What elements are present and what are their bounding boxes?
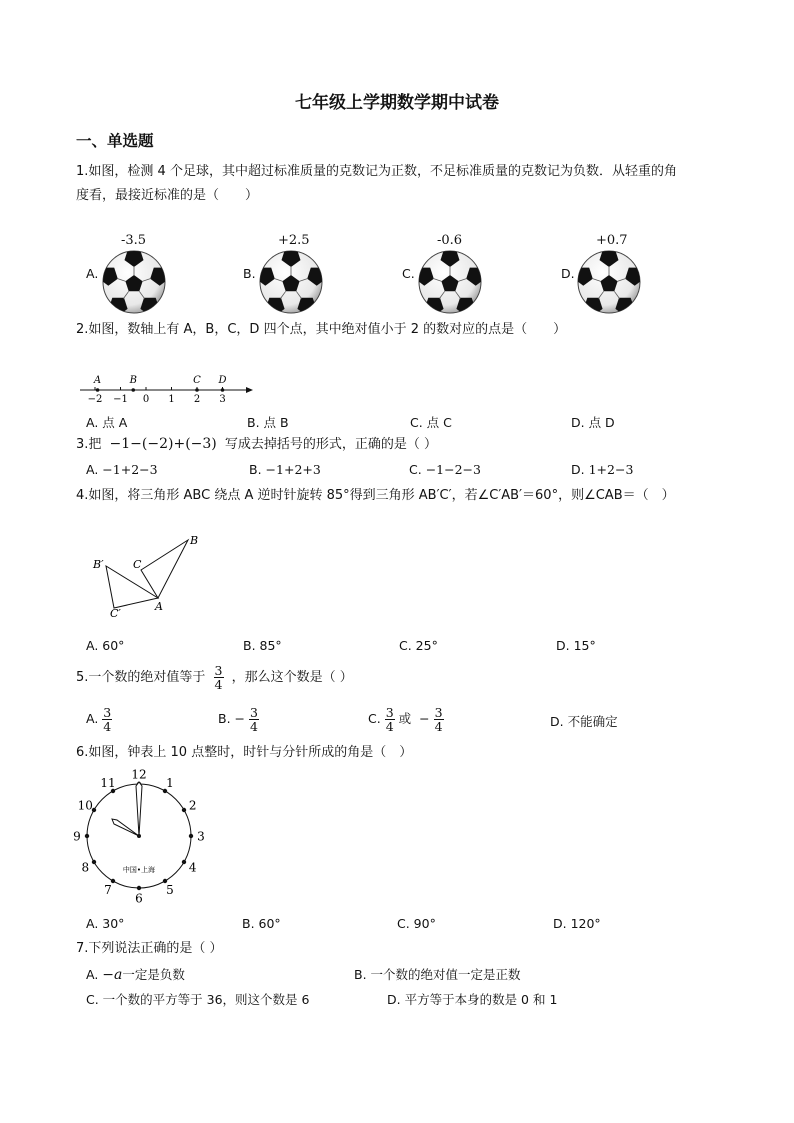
q3-option-b[interactable] bbox=[249, 462, 321, 477]
q5-option-b-den: 4 bbox=[250, 719, 258, 734]
q3-option-c[interactable] bbox=[409, 462, 481, 477]
q3-prefix: 3.把 bbox=[76, 437, 102, 452]
number-line-point bbox=[131, 388, 135, 392]
clock-hour-dot bbox=[182, 808, 186, 812]
number-line-point-label: D bbox=[218, 375, 227, 386]
q1-option-c-label[interactable]: C. bbox=[402, 266, 415, 281]
q5-suffix: ，那么这个数是（ ） bbox=[231, 670, 353, 685]
soccer-ball-icon bbox=[256, 247, 326, 317]
clock-number: 7 bbox=[104, 883, 112, 898]
q5-option-b-minus: − bbox=[234, 711, 246, 726]
clock-hour-dot bbox=[189, 834, 193, 838]
number-line-tick-label: −2 bbox=[87, 394, 103, 405]
q6-option-a[interactable]: A. 30° bbox=[86, 916, 125, 931]
q2-option-b[interactable]: B. 点 B bbox=[247, 415, 289, 430]
clock-hour-dot bbox=[85, 834, 89, 838]
q4-option-b[interactable]: B. 85° bbox=[243, 638, 282, 653]
q5-option-a-num: 3 bbox=[103, 705, 112, 720]
clock-number: 5 bbox=[166, 883, 174, 898]
q1-option-c-value: -0.6 bbox=[437, 233, 463, 248]
q4-option-a[interactable]: A. 60° bbox=[86, 638, 125, 653]
q3-option-b-label: B. bbox=[249, 462, 262, 477]
clock-figure bbox=[72, 768, 206, 904]
question-2-text: 2.如图，数轴上有 A，B，C，D 四个点，其中绝对值小于 2 的数对应的点是（ ） bbox=[76, 322, 567, 337]
q3-option-a-label: A. bbox=[86, 462, 99, 477]
q7-option-c[interactable]: C. 一个数的平方等于 36，则这个数是 6 bbox=[86, 992, 310, 1007]
q5-fraction-den: 4 bbox=[214, 677, 223, 692]
clock-number: 3 bbox=[197, 829, 205, 844]
number-line-point bbox=[96, 388, 100, 392]
q5-option-a[interactable] bbox=[86, 706, 112, 733]
q1-option-b-value: +2.5 bbox=[278, 233, 310, 248]
number-line-tick-label: −1 bbox=[113, 394, 128, 405]
q5-option-b[interactable] bbox=[218, 706, 259, 733]
clock-number: 6 bbox=[135, 891, 143, 904]
q5-option-b-num: 3 bbox=[250, 705, 258, 720]
q2-option-a[interactable]: A. 点 A bbox=[86, 415, 128, 430]
soccer-ball-icon bbox=[99, 247, 169, 317]
triangle-rotation-figure bbox=[86, 528, 212, 624]
q7-option-b[interactable]: B. 一个数的绝对值一定是正数 bbox=[354, 967, 521, 982]
q5-option-d-text: 不能确定 bbox=[567, 714, 618, 729]
number-line-tick-label: 0 bbox=[142, 394, 150, 405]
clock-number: 12 bbox=[131, 768, 147, 782]
number-line-point-label: B bbox=[129, 375, 137, 386]
question-4-text: 4.如图，将三角形 ABC 绕点 A 逆时针旋转 85°得到三角形 AB′C′，若∠C′AB′＝60°，则∠CAB＝（ ） bbox=[76, 488, 675, 503]
q7-option-a-text: 一定是负数 bbox=[122, 967, 185, 982]
q5-option-c-den-1: 4 bbox=[385, 719, 394, 734]
clock-number: 8 bbox=[81, 860, 90, 875]
number-line bbox=[76, 370, 256, 406]
section-heading: 一、单选题 bbox=[76, 132, 154, 150]
q4-option-c[interactable]: C. 25° bbox=[399, 638, 438, 653]
q7-option-a[interactable] bbox=[86, 965, 185, 983]
q3-option-a-value: −1+2−3 bbox=[102, 462, 158, 477]
q3-option-c-value: −1−2−3 bbox=[425, 462, 481, 477]
clock-number: 11 bbox=[100, 775, 116, 790]
clock-number: 10 bbox=[77, 798, 93, 813]
soccer-ball-icon bbox=[415, 247, 485, 317]
q6-option-c[interactable]: C. 90° bbox=[397, 916, 436, 931]
q5-fraction-num: 3 bbox=[214, 663, 223, 678]
clock-hour-dot bbox=[92, 860, 96, 864]
q5-option-d-label: D. bbox=[550, 714, 564, 729]
page-title: 七年级上学期数学期中试卷 bbox=[295, 93, 499, 113]
clock-number: 4 bbox=[188, 860, 197, 875]
clock-number: 1 bbox=[166, 775, 174, 790]
q2-option-c[interactable]: C. 点 C bbox=[410, 415, 452, 430]
label-b: B bbox=[190, 534, 199, 547]
q5-option-c-label: C. bbox=[368, 711, 381, 726]
q5-option-c-minus: − bbox=[419, 711, 430, 726]
q5-fraction bbox=[214, 664, 224, 691]
number-line-tick-label: 1 bbox=[168, 394, 175, 405]
q5-option-c-or: 或 bbox=[398, 711, 412, 726]
q6-option-b[interactable]: B. 60° bbox=[242, 916, 281, 931]
question-6-text: 6.如图，钟表上 10 点整时，时针与分针所成的角是（ ） bbox=[76, 745, 413, 760]
q3-option-d[interactable] bbox=[571, 462, 633, 477]
q7-option-a-var: −a bbox=[102, 967, 123, 983]
q1-option-a-value: -3.5 bbox=[121, 233, 147, 248]
q5-option-b-label: B. bbox=[218, 711, 231, 726]
q3-suffix: 写成去掉括号的形式，正确的是（ ） bbox=[224, 437, 438, 452]
q5-option-a-fraction bbox=[102, 706, 112, 733]
q7-option-d[interactable]: D. 平方等于本身的数是 0 和 1 bbox=[387, 992, 558, 1007]
q5-option-a-den: 4 bbox=[103, 719, 112, 734]
label-c-prime: C′ bbox=[110, 607, 121, 620]
q5-option-c-den-2: 4 bbox=[434, 719, 443, 734]
number-line-tick-label: 3 bbox=[219, 394, 226, 405]
q1-option-d-label[interactable]: D. bbox=[561, 266, 575, 281]
clock-number: 9 bbox=[73, 829, 81, 844]
q3-expression: −1−(−2)+(−3) bbox=[109, 436, 217, 452]
q6-option-d[interactable]: D. 120° bbox=[553, 916, 601, 931]
q1-option-a-label[interactable]: A. bbox=[86, 266, 99, 281]
q2-option-d[interactable]: D. 点 D bbox=[571, 415, 615, 430]
q5-option-b-fraction bbox=[249, 706, 259, 733]
number-line-point bbox=[195, 388, 199, 392]
q5-option-c-fraction-1 bbox=[385, 706, 395, 733]
q4-option-d[interactable]: D. 15° bbox=[556, 638, 596, 653]
label-c: C bbox=[133, 558, 142, 571]
q7-option-a-label: A. bbox=[86, 967, 99, 982]
q3-option-b-value: −1+2+3 bbox=[265, 462, 321, 477]
q3-option-d-label: D. bbox=[571, 462, 585, 477]
clock-hour-dot bbox=[137, 886, 141, 890]
q5-prefix: 5.一个数的绝对值等于 bbox=[76, 670, 206, 685]
q5-option-c-fraction-2 bbox=[434, 706, 444, 733]
number-line-point-label: C bbox=[193, 375, 201, 386]
q5-option-a-label: A. bbox=[86, 711, 99, 726]
number-line-point-label: A bbox=[93, 375, 102, 386]
q1-option-b-label[interactable]: B. bbox=[243, 266, 256, 281]
question-1-line-1: 1.如图，检测 4 个足球，其中超过标准质量的克数记为正数，不足标准质量的克数记为负数．从轻重的角 bbox=[76, 164, 677, 179]
q3-option-a[interactable] bbox=[86, 462, 158, 477]
clock-brand: 中国•上海 bbox=[122, 866, 156, 874]
soccer-ball-icon bbox=[574, 247, 644, 317]
question-7-text: 7.下列说法正确的是（ ） bbox=[76, 941, 223, 956]
q5-option-d[interactable] bbox=[550, 712, 618, 730]
number-line-point bbox=[221, 388, 225, 392]
number-line-tick-label: 2 bbox=[193, 394, 201, 405]
label-a: A bbox=[155, 600, 163, 613]
label-b-prime: B′ bbox=[93, 558, 104, 571]
q3-option-c-label: C. bbox=[409, 462, 422, 477]
q5-option-c-num-1: 3 bbox=[385, 705, 394, 720]
question-3-text bbox=[76, 432, 437, 457]
clock-hour-dot bbox=[182, 860, 186, 864]
q1-option-d-value: +0.7 bbox=[596, 233, 628, 248]
question-5-text bbox=[76, 664, 353, 692]
q5-option-c[interactable] bbox=[368, 706, 444, 733]
q3-option-d-value: 1+2−3 bbox=[588, 462, 634, 477]
question-1-line-2: 度看，最接近标准的是（ ） bbox=[76, 188, 259, 203]
q5-option-c-num-2: 3 bbox=[434, 705, 443, 720]
clock-number: 2 bbox=[188, 798, 197, 813]
